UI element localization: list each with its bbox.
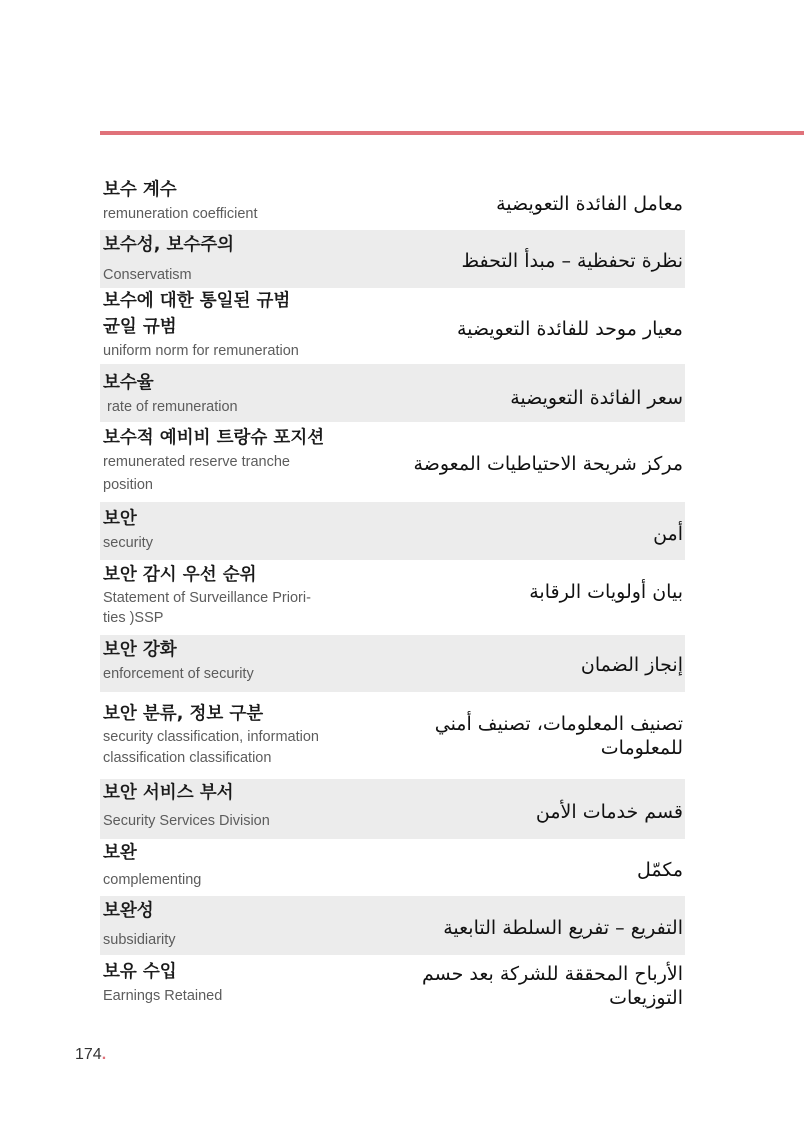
glossary-row [100,422,685,502]
english-term-line2: position [103,477,153,493]
glossary-row [100,896,685,955]
korean-term: 보안 [103,509,137,529]
glossary-row [100,364,685,422]
korean-term: 보안 분류, 정보 구분 [103,704,264,724]
glossary-row [100,839,685,896]
arabic-term: قسم خدمات الأمن [535,801,683,823]
glossary-row [100,175,685,230]
english-term: Earnings Retained [103,988,223,1004]
korean-term: 보완성 [103,901,154,921]
arabic-term: مكمّل [636,859,683,881]
korean-term-line2: 균일 규범 [103,317,177,337]
arabic-term: الأرباح المحققة للشركة بعد حسم التوزيعات [421,963,683,1009]
header-rule [100,131,804,135]
english-term: Conservatism [103,267,192,283]
english-term: security [103,535,153,551]
english-term: Statement of Surveillance Priori- [103,590,311,606]
glossary-row [100,560,685,635]
english-term: Security Services Division [103,813,270,829]
korean-term: 보수 계수 [103,180,177,200]
glossary-row [100,502,685,560]
korean-term: 보완 [103,843,137,863]
arabic-term: إنجاز الضمان [580,654,683,676]
page-number-value: 174 [75,1046,102,1063]
arabic-term: أمن [653,523,683,545]
korean-term: 보안 서비스 부서 [103,783,234,803]
korean-term: 보안 강화 [103,640,177,660]
english-term: rate of remuneration [103,399,238,415]
arabic-term: نظرة تحفظية – مبدأ التحفظ [461,250,683,272]
arabic-term: التفريع – تفريع السلطة التابعية [443,917,683,939]
arabic-term: سعر الفائدة التعويضية [510,387,683,409]
page-number-dot: . [101,1046,107,1063]
korean-term: 보수적 예비비 트랑슈 포지션 [103,428,325,448]
english-term: enforcement of security [103,666,254,682]
korean-term: 보수성, 보수주의 [103,235,235,255]
arabic-term: معامل الفائدة التعويضية [496,193,683,215]
english-term: complementing [103,872,202,888]
english-term: subsidiarity [103,932,176,948]
glossary-row [100,955,685,1019]
arabic-term: معيار موحد للفائدة التعويضية [456,318,683,340]
english-term: security classification, information [103,729,319,745]
korean-term: 보유 수입 [103,962,177,982]
korean-term: 보안 감시 우선 순위 [103,565,257,585]
glossary-row [100,288,685,364]
english-term: uniform norm for remuneration [103,343,299,359]
glossary-table [100,175,685,1019]
english-term-line2: classification classification [103,750,272,766]
glossary-row [100,635,685,692]
korean-term: 보수율 [103,373,154,393]
arabic-term: تصنيف المعلومات، تصنيف أمني للمعلومات [434,713,683,759]
arabic-term: مركز شريحة الاحتياطيات المعوضة [413,453,683,475]
english-term: remunerated reserve tranche [103,454,290,470]
arabic-term: بيان أولويات الرقابة [529,581,683,603]
glossary-row [100,779,685,839]
english-term-line2: ties )SSP [103,610,164,626]
korean-term: 보수에 대한 통일된 규범 [103,291,291,311]
glossary-row [100,230,685,288]
page-number [75,1046,106,1064]
english-term: remuneration coefficient [103,206,258,222]
glossary-row [100,692,685,779]
